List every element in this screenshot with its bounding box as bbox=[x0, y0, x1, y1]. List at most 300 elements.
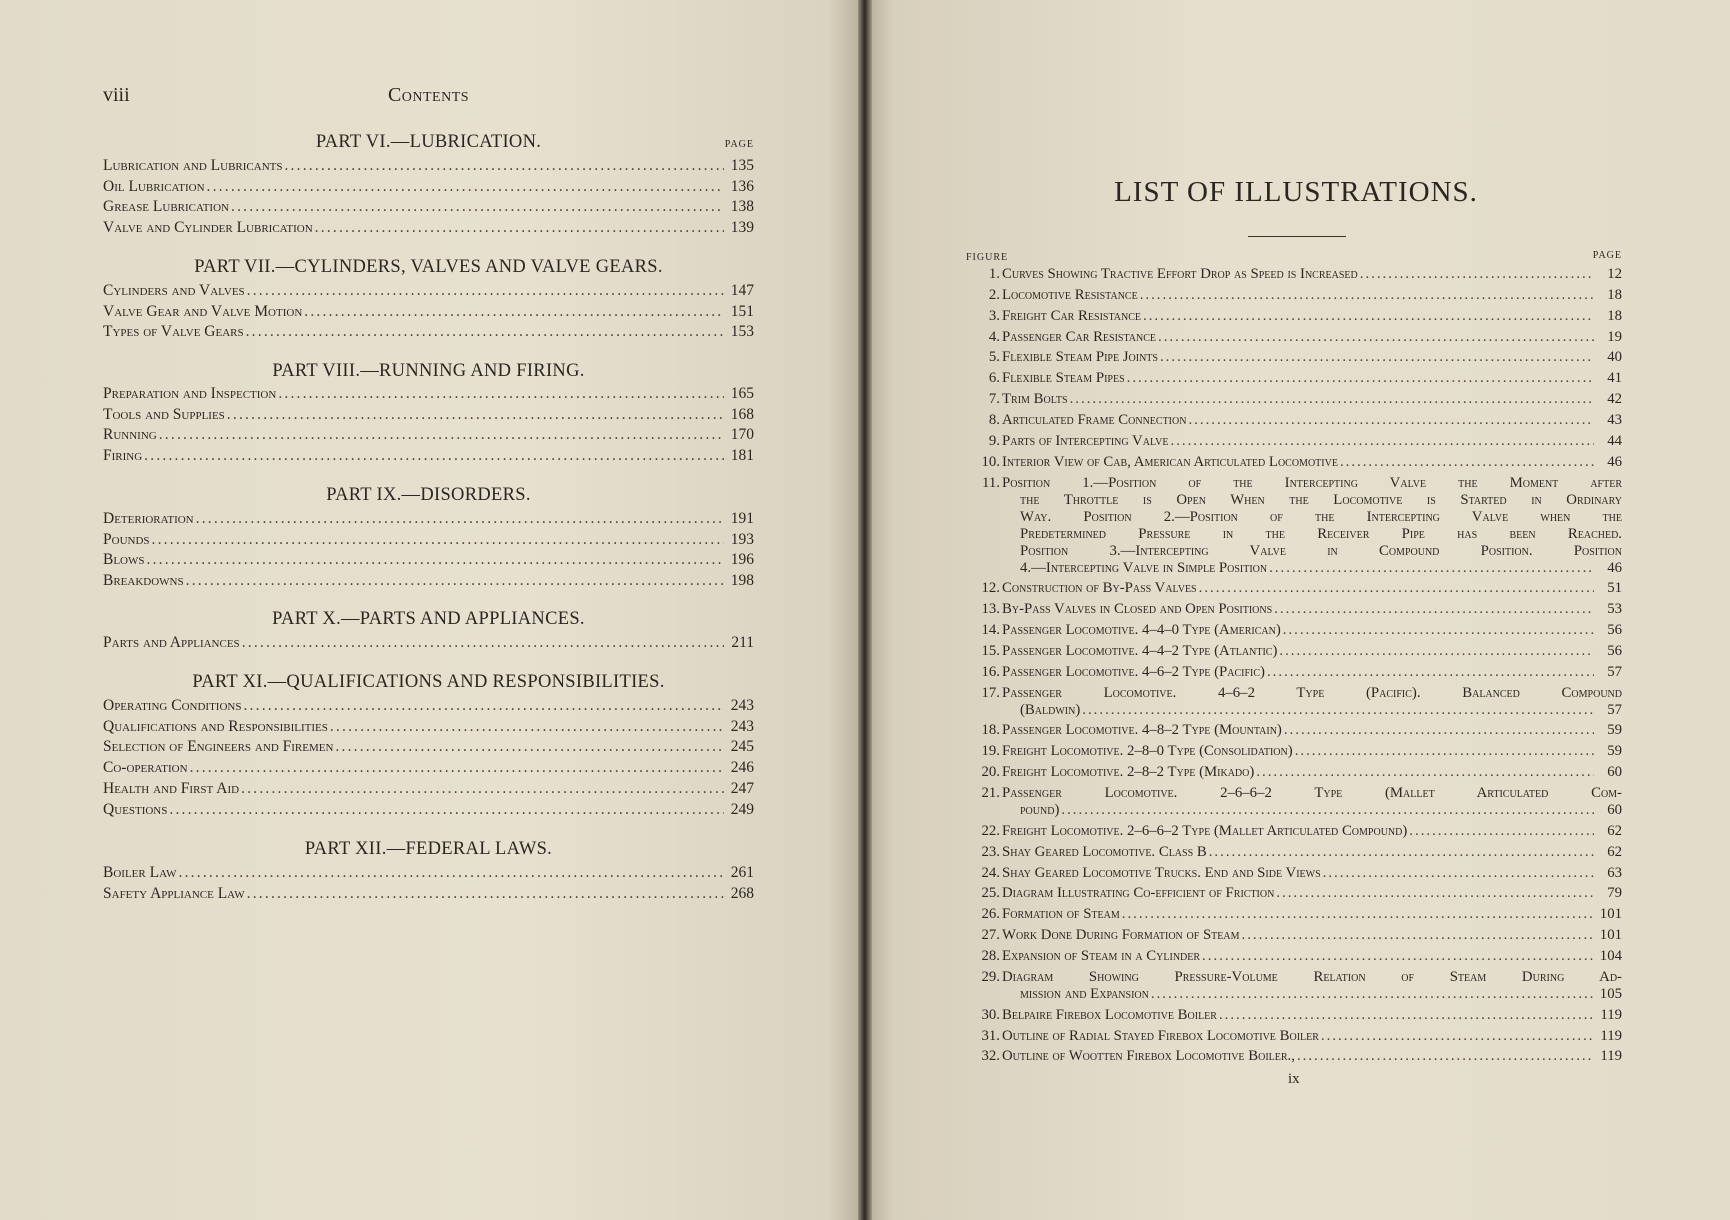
figure-caption bbox=[1002, 1028, 1622, 1045]
caption-text: Flexible Steam Pipes bbox=[1002, 370, 1125, 387]
figure-page: 101 bbox=[1599, 927, 1622, 944]
caption-line bbox=[1002, 370, 1622, 387]
dot-leader bbox=[152, 531, 724, 549]
entry-page: 147 bbox=[730, 282, 754, 299]
caption-text: Outline of Wootten Firebox Locomotive Boiler., bbox=[1002, 1048, 1295, 1065]
caption-line bbox=[1002, 664, 1622, 681]
entry-page: 268 bbox=[730, 884, 754, 902]
dot-leader bbox=[159, 426, 724, 444]
figure-page: 41 bbox=[1607, 370, 1622, 387]
figure-caption bbox=[1002, 1007, 1622, 1024]
caption-text: Curves Showing Tractive Effort Drop as Speed is Increased bbox=[1002, 266, 1358, 282]
figure-caption bbox=[1002, 287, 1622, 304]
caption-text: the Throttle is Open When the Locomotive is Started in Ordinary bbox=[1020, 491, 1622, 508]
caption-text: Position 1.—Position of the Intercepting Valve the Moment after bbox=[1002, 474, 1622, 491]
figure-number: 30. bbox=[981, 1006, 1000, 1023]
figure-number: 1. bbox=[988, 266, 1000, 282]
contents-entry bbox=[103, 697, 754, 717]
figure-caption bbox=[1002, 885, 1622, 902]
figure-page: 51 bbox=[1607, 580, 1622, 597]
dot-leader bbox=[1267, 560, 1594, 577]
figure-caption bbox=[1002, 601, 1622, 618]
figure-page: 63 bbox=[1607, 864, 1622, 881]
dot-leader bbox=[196, 510, 724, 528]
figure-number: 4. bbox=[988, 328, 1000, 345]
dot-leader bbox=[1200, 948, 1594, 965]
caption-line bbox=[1002, 287, 1622, 304]
entry-label: Oil Lubrication bbox=[103, 177, 205, 195]
contents-entry bbox=[103, 447, 754, 467]
figure-page: 62 bbox=[1607, 843, 1622, 860]
section-title: PART VIII.—RUNNING AND FIRING. bbox=[272, 361, 585, 381]
entry-page: 261 bbox=[730, 864, 754, 881]
caption-text: Construction of By-Pass Valves bbox=[1002, 580, 1197, 597]
caption-line bbox=[1002, 526, 1622, 543]
figure-number: 7. bbox=[988, 391, 1000, 408]
figure-number: 31. bbox=[981, 1027, 1000, 1044]
figure-number: 25. bbox=[981, 885, 1000, 902]
figure-page: 59 bbox=[1607, 722, 1622, 739]
caption-line bbox=[1002, 349, 1622, 366]
figure-caption bbox=[1002, 308, 1622, 325]
figure-page: 101 bbox=[1599, 906, 1622, 923]
dot-leader bbox=[243, 697, 724, 715]
dot-leader bbox=[1254, 764, 1594, 781]
contents-entry bbox=[103, 801, 754, 821]
dot-leader bbox=[1338, 454, 1594, 471]
entry-label: Boiler Law bbox=[103, 864, 177, 881]
caption-text: pound) bbox=[1020, 802, 1060, 818]
figure-caption bbox=[1002, 1048, 1622, 1065]
page-number: viii bbox=[103, 84, 130, 106]
caption-text: Shay Geared Locomotive. Class B bbox=[1002, 843, 1207, 860]
dot-leader bbox=[1120, 906, 1594, 923]
caption-line bbox=[1002, 865, 1622, 882]
dot-leader bbox=[144, 447, 724, 465]
caption-line bbox=[1002, 948, 1622, 965]
caption-line bbox=[1002, 722, 1622, 739]
dot-leader bbox=[304, 303, 724, 321]
figure-caption bbox=[1002, 643, 1622, 660]
caption-text: Freight Locomotive. 2–8–2 Type (Mikado) bbox=[1002, 764, 1255, 781]
dot-leader bbox=[147, 551, 724, 569]
entry-label: Operating Conditions bbox=[103, 697, 242, 714]
figure-page: 119 bbox=[1600, 1027, 1622, 1044]
figure-number: 18. bbox=[981, 722, 1000, 739]
dot-leader bbox=[1169, 433, 1595, 450]
dot-leader bbox=[247, 885, 724, 903]
figure-number: 3. bbox=[988, 307, 1000, 324]
figure-number: 12. bbox=[981, 580, 1000, 597]
dot-leader bbox=[247, 282, 724, 300]
contents-entry bbox=[103, 219, 754, 239]
caption-line bbox=[1002, 1048, 1622, 1065]
figure-number: 10. bbox=[981, 453, 1000, 470]
figure-number: 11. bbox=[982, 474, 1000, 491]
caption-text: Passenger Locomotive. 2–6–6–2 Type (Mallet Articulated Com- bbox=[1002, 785, 1622, 801]
figure-caption bbox=[1002, 454, 1622, 471]
entry-label: Deterioration bbox=[103, 510, 194, 527]
caption-text: Formation of Steam bbox=[1002, 906, 1120, 923]
page-column-label: PAGE bbox=[1592, 250, 1622, 261]
caption-line bbox=[1002, 622, 1622, 639]
figure-caption bbox=[1002, 685, 1622, 719]
caption-text: Way. Position 2.—Position of the Intercepting Valve when the bbox=[1020, 508, 1622, 525]
caption-text: Freight Locomotive. 2–6–6–2 Type (Mallet Articulated Compound) bbox=[1002, 822, 1408, 839]
caption-text: Freight Locomotive. 2–8–0 Type (Consolidation) bbox=[1002, 743, 1293, 760]
dot-leader bbox=[1125, 370, 1594, 387]
caption-line bbox=[1002, 823, 1622, 840]
figure-caption bbox=[1002, 823, 1622, 840]
caption-text: Trim Bolts bbox=[1002, 391, 1068, 408]
dot-leader bbox=[190, 759, 724, 777]
figure-caption bbox=[1002, 349, 1622, 366]
figure-number: 17. bbox=[981, 684, 1000, 701]
dot-leader bbox=[169, 801, 724, 819]
caption-text: Articulated Frame Connection bbox=[1002, 411, 1187, 428]
caption-line bbox=[1002, 509, 1622, 526]
dot-leader bbox=[179, 864, 724, 882]
figure-caption bbox=[1002, 664, 1622, 681]
dot-leader bbox=[278, 385, 724, 403]
figure-caption bbox=[1002, 433, 1622, 450]
caption-line bbox=[1002, 266, 1622, 283]
entry-label: Tools and Supplies bbox=[103, 405, 225, 423]
entry-label: Health and First Aid bbox=[103, 779, 240, 797]
caption-text: Expansion of Steam in a Cylinder bbox=[1002, 947, 1201, 964]
caption-line bbox=[1002, 802, 1622, 819]
figure-caption bbox=[1002, 927, 1622, 944]
entry-page: 198 bbox=[730, 572, 754, 590]
contents-entry bbox=[103, 157, 754, 177]
caption-text: mission and Expansion bbox=[1020, 985, 1149, 1002]
entry-page: 170 bbox=[730, 426, 754, 444]
entry-page: 211 bbox=[731, 634, 754, 651]
figure-page: 46 bbox=[1607, 559, 1622, 576]
dot-leader bbox=[1217, 1007, 1594, 1024]
entry-page: 246 bbox=[730, 759, 754, 777]
dot-leader bbox=[1080, 702, 1594, 719]
dot-leader bbox=[1265, 664, 1594, 681]
caption-line bbox=[1002, 906, 1622, 923]
caption-line bbox=[1002, 560, 1622, 577]
figure-page: 79 bbox=[1607, 885, 1622, 902]
contents-entry bbox=[103, 303, 754, 323]
running-title: Contents bbox=[387, 84, 470, 106]
entry-label: Lubrication and Lubricants bbox=[103, 157, 283, 174]
figure-page: 119 bbox=[1600, 1048, 1622, 1065]
entry-page: 136 bbox=[730, 177, 754, 195]
caption-text: Freight Car Resistance bbox=[1002, 307, 1142, 324]
caption-text: 4.—Intercepting Valve in Simple Position bbox=[1020, 559, 1268, 576]
dot-leader bbox=[1407, 823, 1594, 840]
contents-entry bbox=[103, 718, 754, 738]
entry-label: Blows bbox=[103, 551, 145, 569]
caption-line bbox=[1002, 643, 1622, 660]
book-gutter bbox=[858, 0, 872, 1220]
caption-line bbox=[1002, 475, 1622, 492]
contents-entry bbox=[103, 385, 754, 405]
section-title: PART VII.—CYLINDERS, VALVES AND VALVE GEARS. bbox=[194, 257, 663, 277]
figure-number: 27. bbox=[981, 927, 1000, 944]
entry-label: Running bbox=[103, 426, 157, 444]
dot-leader bbox=[1156, 329, 1594, 346]
figure-number: 28. bbox=[981, 947, 1000, 964]
figure-caption bbox=[1002, 785, 1622, 819]
dot-leader bbox=[1186, 412, 1594, 429]
entry-page: 243 bbox=[730, 697, 754, 714]
figure-caption bbox=[1002, 764, 1622, 781]
contents-entry bbox=[103, 634, 754, 654]
caption-line bbox=[1002, 986, 1622, 1003]
figure-number: 29. bbox=[981, 968, 1000, 985]
entry-page: 193 bbox=[730, 530, 754, 548]
dot-leader bbox=[246, 323, 724, 341]
caption-text: Passenger Locomotive. 4–6–2 Type (Pacific). Balanced Compound bbox=[1002, 684, 1622, 701]
entry-page: 165 bbox=[730, 385, 754, 402]
figure-page: 57 bbox=[1607, 663, 1622, 680]
caption-text: Parts of Intercepting Valve bbox=[1002, 432, 1169, 449]
dot-leader bbox=[330, 718, 724, 736]
caption-line bbox=[1002, 702, 1622, 719]
figure-number: 22. bbox=[981, 822, 1000, 839]
entry-label: Types of Valve Gears bbox=[103, 323, 244, 341]
title-rule bbox=[1248, 236, 1346, 237]
contents-entry bbox=[103, 406, 754, 426]
caption-text: Belpaire Firebox Locomotive Boiler bbox=[1002, 1006, 1217, 1023]
entry-page: 249 bbox=[730, 800, 754, 818]
entry-label: Preparation and Inspection bbox=[103, 385, 277, 402]
dot-leader bbox=[1149, 986, 1594, 1003]
dot-leader bbox=[1281, 622, 1594, 639]
figure-number: 9. bbox=[988, 432, 1000, 449]
contents-entry bbox=[103, 510, 754, 530]
figure-number: 24. bbox=[981, 864, 1000, 881]
caption-line bbox=[1002, 543, 1622, 560]
caption-text: Work Done During Formation of Steam bbox=[1002, 927, 1240, 944]
figure-page: 18 bbox=[1607, 286, 1622, 303]
dot-leader bbox=[315, 219, 724, 237]
entry-label: Valve and Cylinder Lubrication bbox=[103, 219, 313, 237]
dot-leader bbox=[1282, 722, 1594, 739]
figure-caption bbox=[1002, 865, 1622, 882]
contents-entry bbox=[103, 282, 754, 302]
dot-leader bbox=[1141, 308, 1594, 325]
caption-line bbox=[1002, 433, 1622, 450]
caption-text: Passenger Locomotive. 4–4–0 Type (American) bbox=[1002, 622, 1281, 639]
caption-line bbox=[1002, 764, 1622, 781]
figure-caption bbox=[1002, 844, 1622, 861]
entry-label: Cylinders and Valves bbox=[103, 282, 245, 299]
figure-page: 40 bbox=[1607, 349, 1622, 366]
caption-text: Predetermined Pressure in the Receiver Pipe has been Reached. bbox=[1020, 525, 1622, 542]
figure-page: 62 bbox=[1607, 822, 1622, 839]
figure-page: 57 bbox=[1607, 701, 1622, 718]
section-title: PART XI.—QUALIFICATIONS AND RESPONSIBILITIES. bbox=[192, 672, 665, 692]
caption-text: Passenger Locomotive. 4–4–2 Type (Atlantic) bbox=[1002, 642, 1278, 659]
caption-text: Interior View of Cab, American Articulated Locomotive bbox=[1002, 453, 1338, 470]
caption-text: Position 3.—Intercepting Valve in Compound Position. Position bbox=[1020, 542, 1622, 559]
figure-number: 26. bbox=[981, 906, 1000, 923]
figure-caption bbox=[1002, 906, 1622, 923]
entry-page: 151 bbox=[730, 302, 754, 320]
contents-entry bbox=[103, 198, 754, 218]
dot-leader bbox=[1240, 927, 1594, 944]
dot-leader bbox=[1321, 865, 1594, 882]
figure-caption bbox=[1002, 475, 1622, 577]
figure-page: 60 bbox=[1607, 802, 1622, 818]
entry-label: Pounds bbox=[103, 530, 150, 548]
figure-caption bbox=[1002, 370, 1622, 387]
caption-line bbox=[1002, 685, 1622, 702]
dot-leader bbox=[241, 780, 724, 798]
dot-leader bbox=[284, 157, 724, 175]
caption-text: Passenger Car Resistance bbox=[1002, 328, 1157, 345]
figure-page: 119 bbox=[1600, 1006, 1622, 1023]
caption-line bbox=[1002, 580, 1622, 597]
figure-number: 5. bbox=[988, 349, 1000, 366]
page-column-label: PAGE bbox=[724, 139, 754, 150]
entry-label: Safety Appliance Law bbox=[103, 884, 245, 902]
entry-label: Grease Lubrication bbox=[103, 198, 229, 216]
entry-page: 243 bbox=[730, 717, 754, 735]
contents-entry bbox=[103, 738, 754, 758]
caption-line bbox=[1002, 391, 1622, 408]
figure-caption bbox=[1002, 743, 1622, 760]
dot-leader bbox=[227, 406, 724, 424]
figure-page: 44 bbox=[1607, 432, 1622, 449]
figure-number: 16. bbox=[981, 663, 1000, 680]
figure-page: 18 bbox=[1607, 307, 1622, 324]
caption-line bbox=[1002, 329, 1622, 346]
figure-number: 2. bbox=[988, 286, 1000, 303]
contents-entry bbox=[103, 551, 754, 571]
caption-line bbox=[1002, 844, 1622, 861]
figure-number: 32. bbox=[981, 1048, 1000, 1065]
entry-page: 247 bbox=[730, 779, 754, 797]
dot-leader bbox=[1295, 1048, 1594, 1065]
entry-label: Questions bbox=[103, 800, 168, 818]
contents-list bbox=[103, 0, 754, 1220]
figure-caption bbox=[1002, 391, 1622, 408]
figure-page: 46 bbox=[1607, 453, 1622, 470]
figure-page: 53 bbox=[1607, 601, 1622, 618]
figure-caption bbox=[1002, 580, 1622, 597]
entry-page: 138 bbox=[730, 198, 754, 216]
dot-leader bbox=[231, 198, 724, 216]
section-title: PART VI.—LUBRICATION. bbox=[315, 132, 542, 152]
figure-number: 23. bbox=[981, 843, 1000, 860]
caption-text: Outline of Radial Stayed Firebox Locomotive Boiler bbox=[1002, 1027, 1319, 1044]
section-title: PART IX.—DISORDERS. bbox=[326, 485, 531, 505]
figure-number: 13. bbox=[981, 601, 1000, 618]
dot-leader bbox=[1138, 287, 1594, 304]
caption-text: Passenger Locomotive. 4–8–2 Type (Mountain) bbox=[1002, 722, 1282, 739]
dot-leader bbox=[1207, 844, 1594, 861]
caption-text: By-Pass Valves in Closed and Open Positions bbox=[1002, 601, 1273, 618]
figure-number: 15. bbox=[981, 642, 1000, 659]
dot-leader bbox=[207, 178, 724, 196]
figure-column-label: FIGURE bbox=[966, 252, 1009, 263]
figure-number: 14. bbox=[981, 622, 1000, 639]
figure-caption bbox=[1002, 412, 1622, 429]
dot-leader bbox=[186, 572, 724, 590]
caption-line bbox=[1002, 927, 1622, 944]
list-of-illustrations bbox=[966, 0, 1622, 1220]
entry-label: Parts and Appliances bbox=[103, 634, 240, 651]
caption-text: Diagram Illustrating Co-efficient of Friction bbox=[1002, 885, 1275, 902]
figure-page: 104 bbox=[1599, 947, 1622, 964]
figure-caption bbox=[1002, 329, 1622, 346]
caption-line bbox=[1002, 969, 1622, 986]
caption-line bbox=[1002, 412, 1622, 429]
dot-leader bbox=[1274, 885, 1594, 902]
dot-leader bbox=[1293, 743, 1594, 760]
figure-page: 105 bbox=[1599, 985, 1622, 1002]
caption-text: Flexible Steam Pipe Joints bbox=[1002, 349, 1158, 366]
entry-page: 196 bbox=[730, 551, 754, 569]
dot-leader bbox=[242, 634, 724, 652]
caption-line bbox=[1002, 885, 1622, 902]
contents-entry bbox=[103, 885, 754, 905]
entry-label: Valve Gear and Valve Motion bbox=[103, 302, 303, 320]
contents-entry bbox=[103, 323, 754, 343]
dot-leader bbox=[1197, 580, 1594, 597]
entry-label: Breakdowns bbox=[103, 572, 184, 590]
figure-caption bbox=[1002, 969, 1622, 1003]
contents-entry bbox=[103, 759, 754, 779]
figure-page: 56 bbox=[1607, 622, 1622, 639]
dot-leader bbox=[1059, 802, 1594, 819]
entry-page: 168 bbox=[730, 405, 754, 423]
figure-number: 6. bbox=[988, 370, 1000, 387]
caption-line bbox=[1002, 1007, 1622, 1024]
caption-line bbox=[1002, 1028, 1622, 1045]
caption-line bbox=[1002, 492, 1622, 509]
dot-leader bbox=[1277, 643, 1594, 660]
caption-text: Locomotive Resistance bbox=[1002, 286, 1138, 303]
figure-page: 43 bbox=[1607, 411, 1622, 428]
caption-text: Passenger Locomotive. 4–6–2 Type (Pacific) bbox=[1002, 663, 1265, 680]
entry-label: Selection of Engineers and Firemen bbox=[103, 738, 334, 756]
figure-caption bbox=[1002, 266, 1622, 283]
entry-label: Qualifications and Responsibilities bbox=[103, 717, 328, 735]
caption-line bbox=[1002, 601, 1622, 618]
contents-entry bbox=[103, 780, 754, 800]
entry-page: 191 bbox=[730, 510, 754, 527]
contents-entry bbox=[103, 426, 754, 446]
caption-line bbox=[1002, 454, 1622, 471]
dot-leader bbox=[1158, 349, 1594, 366]
contents-entry bbox=[103, 178, 754, 198]
figure-caption bbox=[1002, 948, 1622, 965]
entry-page: 153 bbox=[730, 323, 754, 341]
dot-leader bbox=[1272, 601, 1594, 618]
figure-page: 56 bbox=[1607, 642, 1622, 659]
page-title: LIST OF ILLUSTRATIONS. bbox=[1114, 176, 1478, 208]
entry-page: 181 bbox=[730, 447, 754, 465]
caption-text: Shay Geared Locomotive Trucks. End and Side Views bbox=[1002, 864, 1321, 881]
dot-leader bbox=[1068, 391, 1594, 408]
section-title: PART XII.—FEDERAL LAWS. bbox=[304, 839, 553, 859]
caption-text: Diagram Showing Pressure-Volume Relation of Steam During Ad- bbox=[1002, 968, 1622, 985]
entry-label: Firing bbox=[103, 447, 143, 465]
figure-page: 42 bbox=[1607, 391, 1622, 408]
caption-text: (Baldwin) bbox=[1020, 701, 1081, 718]
entry-page: 245 bbox=[730, 738, 754, 756]
figure-number: 19. bbox=[981, 743, 1000, 760]
figure-number: 20. bbox=[981, 764, 1000, 781]
